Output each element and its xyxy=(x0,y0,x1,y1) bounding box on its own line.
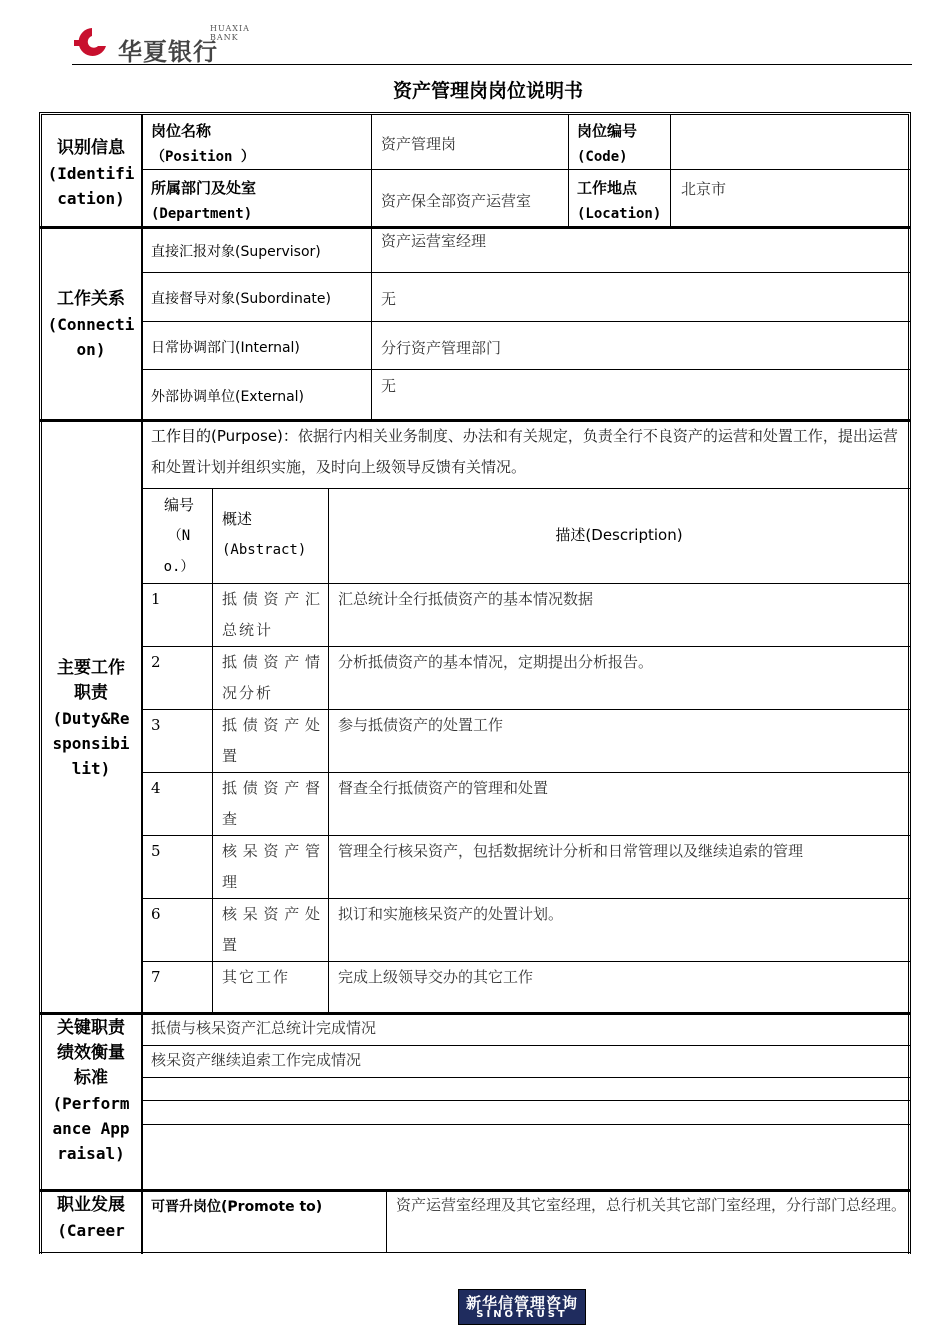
position-name-value: 资产管理岗 xyxy=(381,135,457,153)
duty-category xyxy=(44,656,138,781)
col-divider xyxy=(371,228,372,420)
duty-item-description: 汇总统计全行抵债资产的基本情况数据 xyxy=(338,590,594,608)
purpose-text: 依据行内相关业务制度、办法和有关规定，负责全行不良资产的运营和处置工作，提出运营和处置计划并组织实施，及时向上级领导反馈有关情况。 xyxy=(151,427,898,476)
duty-item-no: 4 xyxy=(151,779,161,797)
duty-item-no: 3 xyxy=(151,716,161,734)
position-code-label-en: (Code) xyxy=(577,149,628,165)
external-value: 无 xyxy=(381,377,397,395)
supervisor-label: 直接汇报对象(Supervisor) xyxy=(151,244,321,260)
location-label-en: (Location) xyxy=(577,206,662,222)
col-no-cn: 编号 xyxy=(163,496,194,514)
category-title-en: (Connection) xyxy=(47,315,135,359)
department-label-cell xyxy=(151,175,366,227)
duty-item-no: 2 xyxy=(151,653,161,671)
category-title-en: (Identification) xyxy=(47,164,135,208)
document-title: 资产管理岗岗位说明书 xyxy=(392,80,583,102)
category-title: 主要工作职责 xyxy=(57,658,125,703)
row-divider xyxy=(142,1100,910,1101)
department-value: 资产保全部资产运营室 xyxy=(381,192,532,210)
duty-item-description: 分析抵债资产的基本情况，定期提出分析报告。 xyxy=(338,653,654,671)
appraisal-item: 抵债与核呆资产汇总统计完成情况 xyxy=(151,1019,377,1037)
promote-value: 资产运营室经理及其它室经理，总行机关其它部门室经理，分行部门总经理。 xyxy=(396,1196,907,1214)
col-divider xyxy=(670,114,671,227)
category-title: 关键职责绩效衡量标准 xyxy=(57,1018,125,1088)
col-abstract-cn: 概述 xyxy=(222,510,253,528)
col-divider xyxy=(386,1191,387,1253)
category-title: 识别信息 xyxy=(57,138,125,158)
bank-logo xyxy=(70,22,250,66)
position-name-label-cell xyxy=(151,118,366,170)
duty-item-no: 1 xyxy=(151,590,161,608)
category-title-en: (Career xyxy=(57,1221,125,1240)
duty-item-abstract: 抵债资产督查 xyxy=(222,779,322,828)
row-divider xyxy=(142,1077,910,1078)
category-title: 工作关系 xyxy=(57,289,125,309)
duty-col-desc-header: 描述(Description) xyxy=(555,526,683,544)
appraisal-item: 核呆资产继续追索工作完成情况 xyxy=(151,1051,362,1069)
row-divider xyxy=(142,1124,910,1125)
row-divider xyxy=(142,272,910,273)
duty-item-description: 拟订和实施核呆资产的处置计划。 xyxy=(338,905,564,923)
external-label: 外部协调单位(External) xyxy=(151,389,305,405)
position-code-label-cell xyxy=(577,118,669,170)
internal-label: 日常协调部门(Internal) xyxy=(151,340,300,356)
col-abstract-en: (Abstract) xyxy=(222,542,307,558)
location-label: 工作地点 xyxy=(577,179,638,197)
duty-item-abstract: 核呆资产处置 xyxy=(222,905,322,954)
duty-item-abstract: 抵债资产汇总统计 xyxy=(222,590,322,639)
consultancy-name-en: SINOTRUST xyxy=(476,1309,568,1320)
duty-item-no: 6 xyxy=(151,905,161,923)
row-divider xyxy=(142,369,910,370)
row-divider xyxy=(142,321,910,322)
duty-item-abstract: 抵债资产情况分析 xyxy=(222,653,322,702)
subordinate-label: 直接督导对象(Subordinate) xyxy=(151,291,331,307)
col-divider xyxy=(328,488,329,1013)
col-divider xyxy=(212,488,213,1013)
position-code-label: 岗位编号 xyxy=(577,122,638,140)
promote-label-text: 可晋升岗位(Promote to) xyxy=(151,1199,323,1215)
subordinate-value: 无 xyxy=(381,290,397,308)
internal-value: 分行资产管理部门 xyxy=(381,339,502,357)
identification-category xyxy=(44,136,138,211)
position-name-label: 岗位名称 xyxy=(151,122,212,140)
duty-item-description: 参与抵债资产的处置工作 xyxy=(338,716,504,734)
col-no-en: （No.） xyxy=(163,528,195,575)
duty-item-no: 7 xyxy=(151,968,161,986)
duty-item-no: 5 xyxy=(151,842,161,860)
position-name-label-en: （Position ） xyxy=(151,149,255,165)
consultancy-name-cn: 新华信管理咨询 xyxy=(465,1294,578,1312)
promote-label xyxy=(151,1193,381,1220)
category-title: 职业发展 xyxy=(57,1195,125,1215)
category-column-divider xyxy=(141,114,143,1254)
location-value: 北京市 xyxy=(681,180,727,198)
department-label: 所属部门及处室 xyxy=(151,179,257,197)
category-title-en: (Performance Appraisal) xyxy=(52,1094,130,1163)
duty-item-abstract: 抵债资产处置 xyxy=(222,716,322,765)
duty-item-abstract: 核呆资产管理 xyxy=(222,842,322,891)
duty-item-description: 督查全行抵债资产的管理和处置 xyxy=(338,779,549,797)
duty-col-abstract-header xyxy=(222,504,326,566)
duty-item-description: 完成上级领导交办的其它工作 xyxy=(338,968,534,986)
appraisal-category xyxy=(44,1016,138,1166)
purpose-label: 工作目的(Purpose)： xyxy=(151,427,298,445)
table-bottom-edge xyxy=(39,1252,911,1253)
career-category xyxy=(44,1193,138,1243)
department-label-en: (Department) xyxy=(151,206,253,222)
consultancy-logo xyxy=(458,1289,586,1325)
header-divider xyxy=(72,64,912,65)
row-divider xyxy=(142,488,910,489)
duty-item-description: 管理全行核呆资产，包括数据统计分析和日常管理以及继续追索的管理 xyxy=(338,842,804,860)
duty-col-no-header xyxy=(148,490,210,583)
bank-logo-icon xyxy=(70,24,114,60)
purpose-paragraph xyxy=(151,421,903,483)
bank-name-en: HUAXIA BANK xyxy=(210,24,250,42)
connection-category xyxy=(44,287,138,362)
supervisor-value: 资产运营室经理 xyxy=(381,232,487,250)
col-divider xyxy=(371,114,372,227)
location-label-cell xyxy=(577,175,669,227)
col-divider xyxy=(568,114,569,227)
bank-name-cn: 华夏银行 xyxy=(118,38,218,66)
duty-item-abstract: 其它工作 xyxy=(222,968,291,986)
category-title-en: (Duty&Responsibilit) xyxy=(52,709,130,778)
